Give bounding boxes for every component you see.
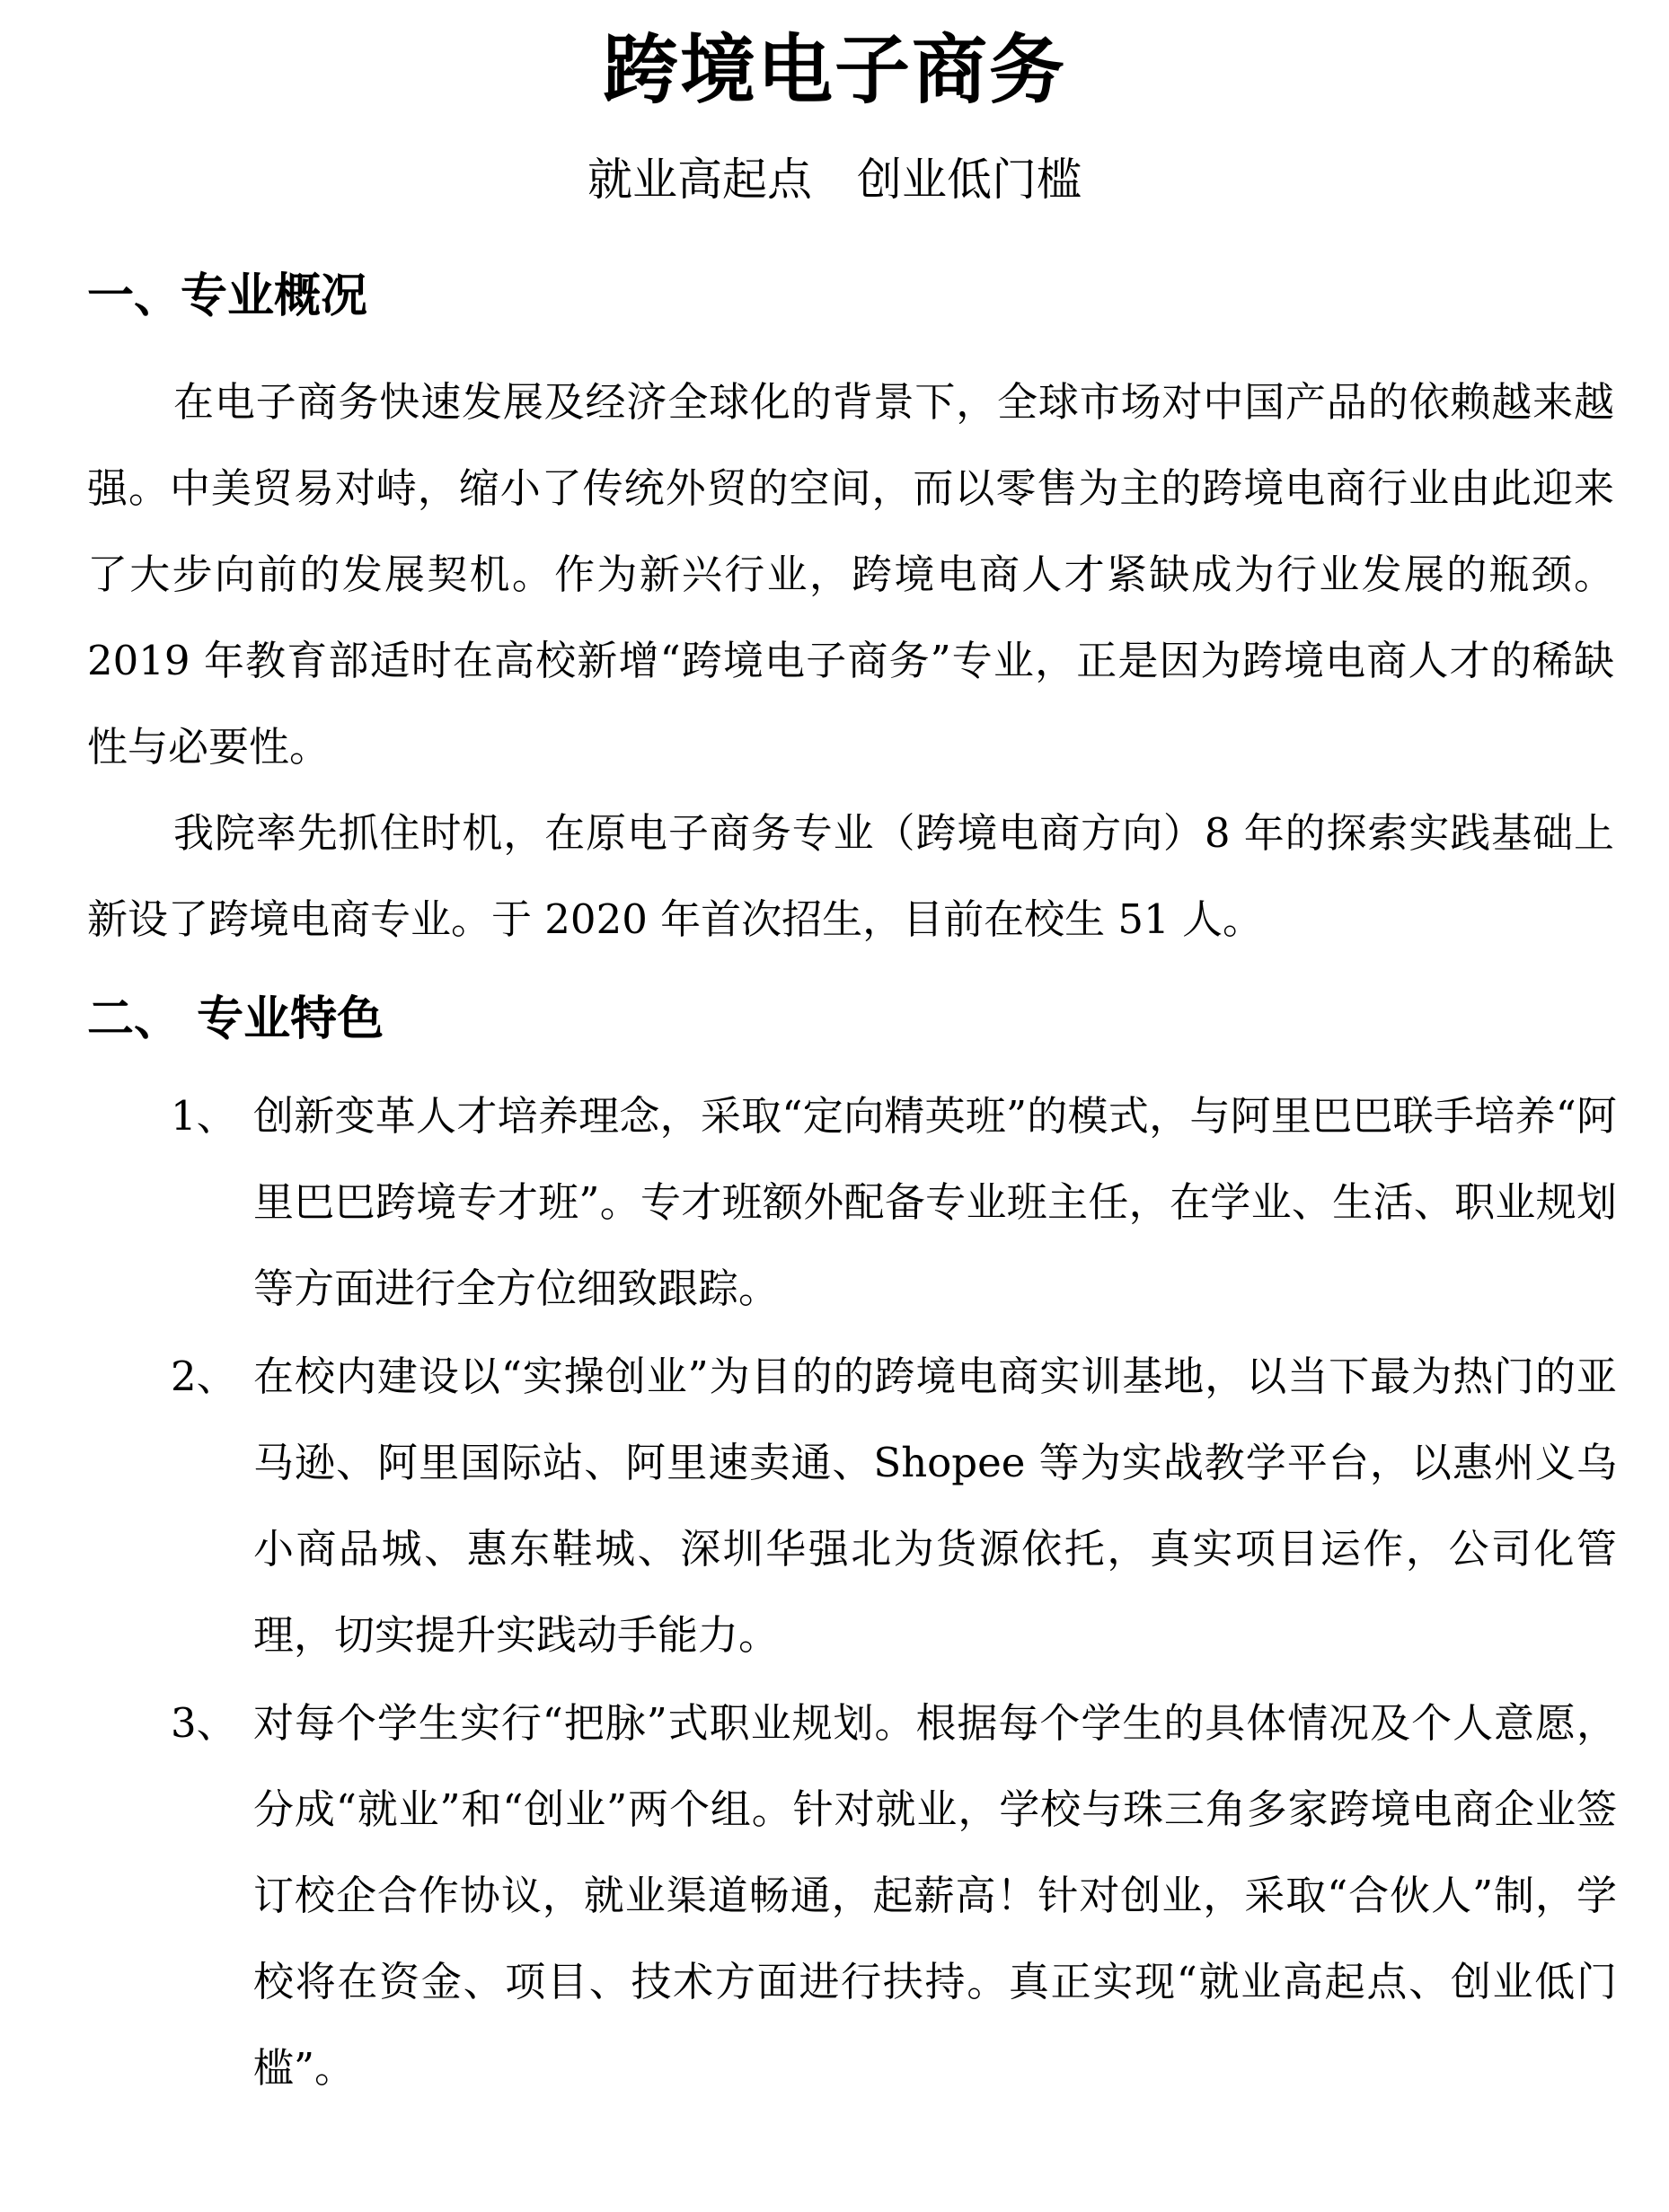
feature-item-text: 创新变革人才培养理念，采取“定向精英班”的模式，与阿里巴巴联手培养“阿里巴巴跨境专才班”。专才班额外配备专业班主任，在学业、生活、职业规划等方面进行全方位细致跟踪。 — [253, 1092, 1617, 1312]
feature-item-number: 2、 — [171, 1353, 237, 1400]
overview-paragraph-2: 我院率先抓住时机，在原电子商务专业（跨境电商方向）8 年的探索实践基础上新设了跨境电商专业。于 2020 年首次招生，目前在校生 51 人。 — [87, 809, 1614, 943]
feature-item-text: 在校内建设以“实操创业”为目的的跨境电商实训基地，以当下最为热门的亚马逊、阿里国际站、阿里速卖通、Shopee 等为实战教学平台，以惠州义乌小商品城、惠东鞋城、深圳华强北为货源依托，真实项目运作，公司化管理，切实提升实践动手能力。 — [253, 1353, 1617, 1659]
document-title: 跨境电子商务 — [602, 26, 1066, 114]
section-heading-overview: 一、专业概况 — [87, 269, 368, 323]
section-heading-features: 二、 专业特色 — [87, 992, 384, 1046]
feature-item-1 — [171, 1073, 1617, 1332]
feature-item-number: 3、 — [171, 1699, 237, 1747]
feature-item-text: 对每个学生实行“把脉”式职业规划。根据每个学生的具体情况及个人意愿，分成“就业”和“创业”两个组。针对就业，学校与珠三角多家跨境电商企业签订校企合作协议，就业渠道畅通，起薪高！针对创业，采取“合伙人”制，学校将在资金、项目、技术方面进行扶持。真正实现“就业高起点、创业低门槛”。 — [253, 1699, 1617, 2092]
feature-item-2 — [171, 1334, 1617, 1679]
features-list — [171, 1073, 1617, 2111]
document-subtitle: 就业高起点 创业低门槛 — [587, 154, 1082, 206]
overview-paragraph-1: 在电子商务快速发展及经济全球化的背景下，全球市场对中国产品的依赖越来越强。中美贸易对峙，缩小了传统外贸的空间，而以零售为主的跨境电商行业由此迎来了大步向前的发展契机。作为新兴行业，跨境电商人才紧缺成为行业发展的瓶颈。2019 年教育部适时在高校新增“跨境电子商务”专业，正是因为跨境电商人才的稀缺性与必要性。 — [87, 378, 1614, 771]
feature-item-number: 1、 — [171, 1092, 237, 1140]
feature-item-3 — [171, 1680, 1617, 2111]
